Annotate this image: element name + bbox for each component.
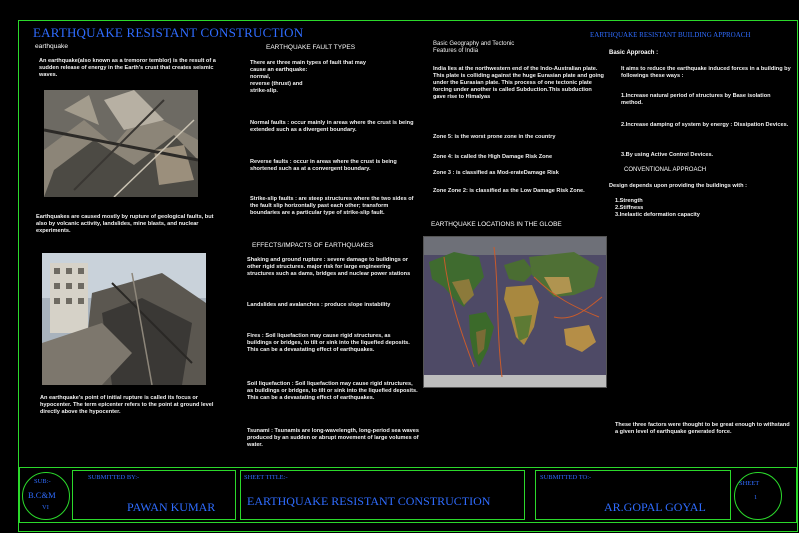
conclusion-text: These three factors were thought to be great enough to withstand a given level of earthquake generated force.	[615, 422, 790, 436]
building-approach-heading: EARTHQUAKE RESISTANT BUILDING APPROACH	[590, 31, 751, 39]
zone3-text: Zone 3 : is classified as Mod-erateDamage Risk	[433, 170, 559, 176]
normal-fault-text: Normal faults : occur mainly in areas where the crust is being extended such as a divergent boundary.	[250, 120, 414, 134]
subject-label: SUB:-	[34, 478, 51, 485]
effects-heading: EFFECTS/IMPACTS OF EARTHQUAKES	[252, 242, 374, 249]
geo-heading-line: Features of India	[433, 48, 479, 55]
collapsed-building-photo	[42, 253, 206, 385]
fault-types-heading: EARTHQUAKE FAULT TYPES	[266, 44, 356, 51]
submitted-by-value: PAWAN KUMAR	[127, 500, 216, 514]
fault-intro-line: reverse (thrust) and	[250, 81, 303, 88]
world-earthquake-map	[423, 236, 607, 388]
conventional-item: 3.Inelastic deformation capacity	[615, 212, 700, 219]
basic-approach-intro: It aims to reduce the earthquake induced forces in a building by followings these ways :	[621, 66, 791, 80]
approach-item-3: 3.By using Active Control Devices.	[621, 152, 714, 158]
zone2-text: Zone Zone 2: is classified as the Low Damage Risk Zone.	[433, 188, 585, 194]
india-tectonic-text: India lies at the northwestern end of the Indo-Australian plate. This plate is colliding against the huge Eurasian plate and going under the Eurasian plate. This process of one tectonic plate forcing under another is called Subduction.This subduction gave rise to Himalyas	[433, 66, 604, 101]
shaking-text: Shaking and ground rupture : severe damage to buildings or other rigid structures. major risk for large engineering structures such as dams, bridges and nuclear power stations	[247, 257, 411, 278]
conventional-intro: Design depends upon providing the buildings with :	[609, 183, 747, 189]
fault-intro-line: strike-slip.	[250, 88, 278, 95]
strike-slip-text: Strike-slip faults : are steep structures where the two sides of the fault slip horizontally past each other; transform boundaries are a particular type of strike-slip fault.	[250, 196, 414, 217]
fires-text: Fires : Soil liquefaction may cause rigid structures, as buildings or bridges, to tilt or sink into the liquefied deposits. This can be a devastating effect of earthquakes.	[247, 333, 410, 354]
earthquake-debris-photo	[44, 90, 198, 197]
landslides-text: Landslides and avalanches : produce slope instability	[247, 302, 391, 308]
fault-intro-line: There are three main types of fault that may	[250, 60, 366, 66]
geo-heading	[433, 41, 613, 55]
submitted-by-label: SUBMITTED BY:-	[88, 474, 140, 481]
submitted-to-value: AR.GOPAL GOYAL	[604, 500, 706, 514]
approach-item-2: 2.Increase damping of system by energy : Dissipation Devices.	[621, 122, 789, 128]
soil-liquefaction-text: Soil liquefaction : Soil liquefaction may cause rigid structures, as buildings or bridges, to tilt or sink into the liquefied deposits. This can be a devastating effect of earthquakes.	[247, 381, 418, 402]
fault-intro-line: cause an earthquake:	[250, 67, 308, 74]
sheet-label: SHEET	[739, 480, 760, 487]
approach-item-1: 1.Increase natural period of structures by Base isolation method.	[621, 93, 771, 107]
conventional-items	[615, 198, 785, 219]
locations-heading: EARTHQUAKE LOCATIONS IN THE GLOBE	[431, 221, 562, 228]
reverse-fault-text: Reverse faults : occur in areas where the crust is being shortened such as at a convergent boundary.	[250, 159, 397, 173]
sheet-number: 1	[754, 494, 758, 501]
subject-value: B.C&M	[28, 490, 56, 500]
zone4-text: Zone 4: is called the High Damage Risk Zone	[433, 154, 553, 160]
conventional-item: 2.Stiffness	[615, 205, 644, 212]
subject-semester: VI	[42, 504, 49, 511]
sheet-title-value: EARTHQUAKE RESISTANT CONSTRUCTION	[247, 494, 491, 508]
left-focus: An earthquake's point of initial rupture is called its focus or hypocenter. The term epicenter refers to the point at ground level directly above the hypocenter.	[40, 395, 214, 416]
left-heading: earthquake	[35, 43, 68, 50]
page-title: EARTHQUAKE RESISTANT CONSTRUCTION	[33, 25, 304, 40]
zone5-text: Zone 5: is the worst prone zone in the country	[433, 134, 556, 140]
geo-heading-line: Basic Geography and Tectonic	[433, 41, 515, 47]
basic-approach-heading: Basic Approach :	[609, 50, 659, 56]
submitted-to-label: SUBMITTED TO:-	[540, 474, 592, 481]
fault-intro	[250, 60, 420, 95]
tsunami-text: Tsunami : Tsunamis are long-wavelength, long-period sea waves produced by an sudden or abrupt movement of large volumes of water.	[247, 428, 419, 449]
sheet-title-label: SHEET TITLE:-	[244, 474, 288, 481]
conventional-item: 1.Strength	[615, 198, 643, 204]
left-causes: Earthquakes are caused mostly by rupture of geological faults, but also by volcanic activity, landslides, mine blasts, and nuclear experiments.	[36, 214, 214, 235]
conventional-approach-heading: CONVENTIONAL APPROACH	[624, 167, 707, 173]
left-intro: An earthquake(also known as a tremoror temblor) is the result of a sudden release of energy in the Earth's crust that creates seismic waves.	[39, 58, 216, 79]
fault-intro-line: normal,	[250, 74, 271, 81]
